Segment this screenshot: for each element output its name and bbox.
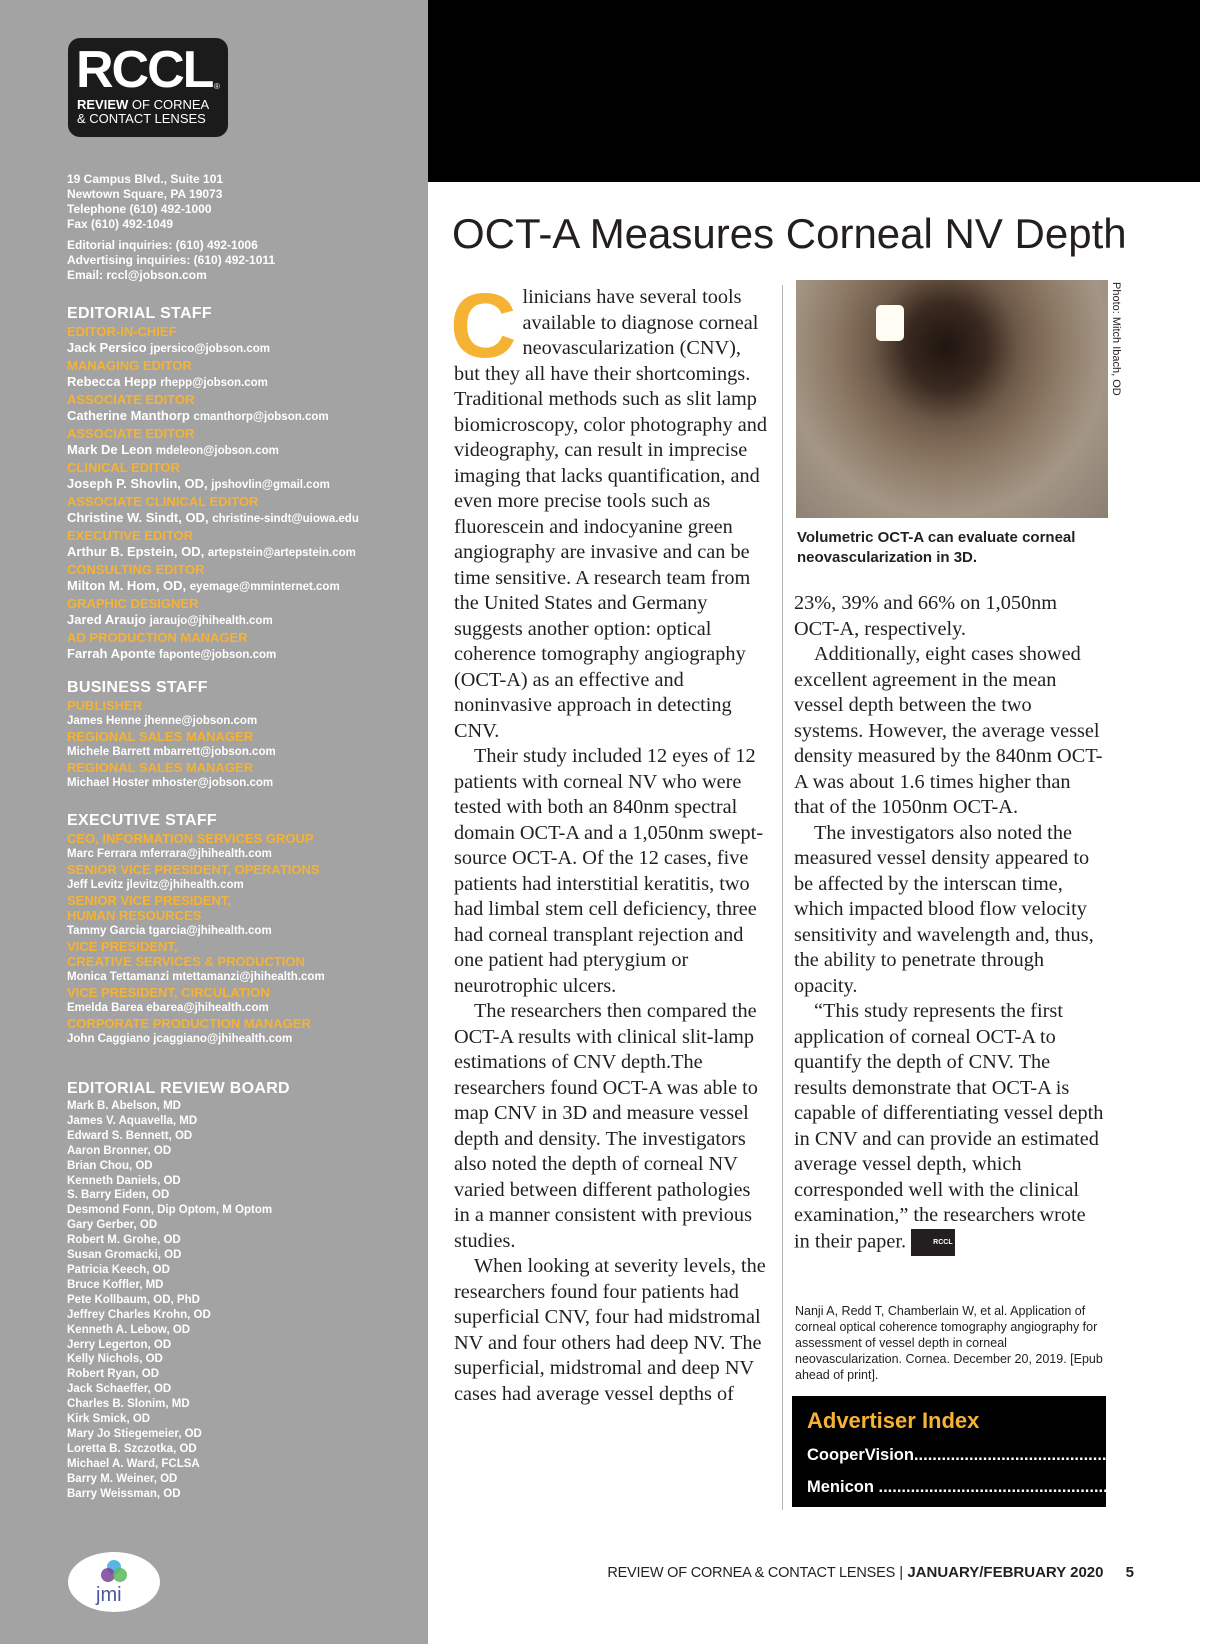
staff-person <box>67 969 417 985</box>
staff-name: Tammy Garcia <box>67 925 146 937</box>
board-member: Desmond Fonn, Dip Optom, M Optom <box>67 1204 273 1217</box>
photo-light-reflection <box>876 305 904 341</box>
board-member: Barry Weissman, OD <box>67 1487 181 1500</box>
board-member: Susan Gromacki, OD <box>67 1249 182 1262</box>
executive-staff <box>67 812 417 1047</box>
staff-email: jaraujo@jhihealth.com <box>149 615 273 627</box>
drop-cap: C <box>450 275 517 377</box>
staff-name: Michele Barrett <box>67 746 151 758</box>
board-member: Gary Gerber, OD <box>67 1219 158 1232</box>
advertising-inquiries: Advertising inquiries: (610) 492-1011 <box>67 253 276 267</box>
jmi-logo-circle-green <box>113 1568 127 1582</box>
staff-email: mdeleon@jobson.com <box>155 445 279 457</box>
staff-person <box>67 923 417 939</box>
editorial-staff-list <box>67 324 417 664</box>
staff-person <box>67 373 417 392</box>
staff-role: GRAPHIC DESIGNER <box>67 596 199 611</box>
board-member: Jack Schaeffer, OD <box>67 1383 172 1396</box>
staff-person <box>67 339 417 358</box>
article-paragraph-7: The investigators also noted the measured vessel density appeared to be affected by the interscan time, which impacted blood flow velocity sensitivity and wavelength and, thus, the ability to penetrate through opacity. <box>794 821 1094 997</box>
board-member: James V. Aquavella, MD <box>67 1114 198 1127</box>
board-member: Bruce Koffler, MD <box>67 1278 164 1291</box>
staff-role: REGIONAL SALES MANAGER <box>67 760 254 775</box>
staff-email: eyemage@mminternet.com <box>189 581 340 593</box>
paragraph-1-text: linicians have several tools available to diagnose corneal neovascularization (CNV), but they all have their shortcomings. Traditional methods such as slit lamp biomicroscopy, color photography and videography, can result in imprecise imaging that lacks quantification, and even more precise tools such as fluorescein and indocyanine green angiography are invasive and can be time sensitive. A research team from the United States and Germany suggests another option: optical coherence tomography angiography (OCT-A) as an effective and noninvasive approach in detecting CNV. <box>454 286 767 742</box>
board-member: Brian Chou, OD <box>67 1159 153 1172</box>
advertiser-index <box>792 1396 1217 1515</box>
contact-info <box>67 172 417 283</box>
photo-credit: Photo: Mitch Ibach, OD <box>1110 282 1122 396</box>
staff-role-continued: HUMAN RESOURCES <box>67 908 202 923</box>
staff-role: SENIOR VICE PRESIDENT, OPERATIONS <box>67 862 320 877</box>
advertiser-name: Menicon <box>807 1478 874 1496</box>
staff-email: jcaggiano@jhihealth.com <box>153 1033 293 1045</box>
staff-name: Joseph P. Shovlin, OD, <box>67 476 208 491</box>
leader-dots: ........................................................ <box>913 1446 1171 1464</box>
staff-email: ebarea@jhihealth.com <box>146 1002 269 1014</box>
fax: Fax (610) 492-1049 <box>67 217 174 231</box>
logo-abbr: RCCL <box>76 41 213 99</box>
board-member: Barry M. Weiner, OD <box>67 1472 178 1485</box>
staff-email: artepstein@artepstein.com <box>207 547 356 559</box>
board-member: Loretta B. Szczotka, OD <box>67 1442 197 1455</box>
staff-email: mtettamanzi@jhihealth.com <box>172 971 325 983</box>
article-paragraph-3: The researchers then compared the OCT-A results with clinical slit-lamp estimations of CNV depth.The researchers found OCT-A was able to map CNV in 3D and measure vessel depth and density. The investigators also noted the depth of corneal NV varied between different pathologies in a manner consistent with previous studies. <box>454 1000 758 1252</box>
eye-photo <box>796 280 1108 518</box>
paragraph-8-text: “This study represents the first application of corneal OCT-A to quantify the depth of CNV. The results demonstrate that OCT-A is capable of differentiating vessel depth in CNV and can provide an estimated average vessel depth, which corresponded well with the clinical examination,” the researchers wrote in their paper. <box>794 1000 1104 1252</box>
business-staff-title: BUSINESS STAFF <box>67 679 208 696</box>
staff-role: PUBLISHER <box>67 698 143 713</box>
business-staff-list <box>67 698 417 791</box>
staff-person <box>67 577 417 596</box>
board-member: S. Barry Eiden, OD <box>67 1189 170 1202</box>
staff-email: mhoster@jobson.com <box>152 777 274 789</box>
rccl-logo <box>68 38 228 137</box>
address-line-2: Newtown Square, PA 19073 <box>67 187 223 201</box>
staff-email: mferrara@jhihealth.com <box>139 848 272 860</box>
article-reference: Nanji A, Redd T, Chamberlain W, et al. Application of corneal optical coherence tomography angiography for assessment of vessel depth in corneal neovascularization. Cornea. December 20, 2019. [Epub ahead of print]. <box>795 1304 1103 1382</box>
staff-name: Arthur B. Epstein, OD, <box>67 544 205 559</box>
page-footer <box>607 1564 1134 1581</box>
advertiser-name: CooperVision <box>807 1446 914 1464</box>
staff-role: VICE PRESIDENT, <box>67 939 178 954</box>
footer-issue: JANUARY/FEBRUARY 2020 <box>907 1564 1104 1581</box>
staff-role-continued: CREATIVE SERVICES & PRODUCTION <box>67 954 305 969</box>
staff-person <box>67 441 417 460</box>
end-mark: RCCL <box>911 1229 954 1257</box>
staff-person <box>67 846 417 862</box>
staff-person <box>67 775 417 791</box>
staff-email: christine-sindt@uiowa.edu <box>212 513 359 525</box>
staff-person <box>67 645 417 664</box>
photo-caption: Volumetric OCT-A can evaluate corneal neovascularization in 3D. <box>797 529 1076 566</box>
staff-email: rhepp@jobson.com <box>160 377 268 389</box>
board-member: Mary Jo Stiegemeier, OD <box>67 1427 202 1440</box>
staff-person <box>67 1031 417 1047</box>
staff-name: Christine W. Sindt, OD, <box>67 510 209 525</box>
staff-person <box>67 475 417 494</box>
staff-role: VICE PRESIDENT, CIRCULATION <box>67 985 270 1000</box>
staff-person <box>67 407 417 426</box>
review-board-title: EDITORIAL REVIEW BOARD <box>67 1080 290 1097</box>
staff-role: EXECUTIVE EDITOR <box>67 528 194 543</box>
staff-name: Farrah Aponte <box>67 646 156 661</box>
editorial-inquiries: Editorial inquiries: (610) 492-1006 <box>67 238 258 252</box>
staff-role: AD PRODUCTION MANAGER <box>67 630 248 645</box>
staff-role: EDITOR-IN-CHIEF <box>67 324 177 339</box>
page-number: 5 <box>1125 1564 1134 1581</box>
staff-email: jpersico@jobson.com <box>150 343 270 355</box>
article-column-1 <box>450 275 770 1407</box>
logo-line-2: & CONTACT LENSES <box>77 111 206 126</box>
staff-name: Mark De Leon <box>67 442 153 457</box>
staff-email: jlevitz@jhihealth.com <box>126 879 244 891</box>
logo-registered-mark: ® <box>214 82 220 91</box>
staff-role: REGIONAL SALES MANAGER <box>67 729 254 744</box>
article-headline: OCT-A Measures Corneal NV Depth <box>452 210 1127 257</box>
staff-name: James Henne <box>67 715 142 727</box>
article-paragraph-6: Additionally, eight cases showed excellent agreement in the mean vessel depth between the two systems. However, the average vessel density measured by the 840nm OCT-A was about 1.6 times higher than that of the 1050nm OCT-A. <box>794 643 1103 818</box>
header-band <box>428 0 1200 182</box>
staff-role: ASSOCIATE EDITOR <box>67 392 195 407</box>
staff-role: CEO, INFORMATION SERVICES GROUP <box>67 831 314 846</box>
staff-name: Jack Persico <box>67 340 147 355</box>
business-staff <box>67 679 417 791</box>
advertiser-index-title: Advertiser Index <box>807 1408 980 1433</box>
staff-name: Jeff Levitz <box>67 879 124 891</box>
article-paragraph-5: 23%, 39% and 66% on 1,050nm OCT-A, respectively. <box>794 592 1058 640</box>
telephone: Telephone (610) 492-1000 <box>67 202 212 216</box>
editorial-staff-title: EDITORIAL STAFF <box>67 305 212 322</box>
board-member: Jeffrey Charles Krohn, OD <box>67 1308 211 1321</box>
staff-name: Milton M. Hom, OD, <box>67 578 187 593</box>
masthead-sidebar <box>0 0 428 1644</box>
staff-role: CLINICAL EDITOR <box>67 460 180 475</box>
board-member: Charles B. Slonim, MD <box>67 1398 190 1411</box>
board-member: Pete Kollbaum, OD, PhD <box>67 1293 200 1306</box>
staff-role: CONSULTING EDITOR <box>67 562 205 577</box>
board-member: Kenneth Daniels, OD <box>67 1174 181 1187</box>
board-member: Kirk Smick, OD <box>67 1413 151 1426</box>
staff-email: faponte@jobson.com <box>158 649 277 661</box>
board-member: Kenneth A. Lebow, OD <box>67 1323 191 1336</box>
advertiser-row <box>807 1478 1183 1516</box>
board-member: Kelly Nichols, OD <box>67 1353 163 1366</box>
staff-email: mbarrett@jobson.com <box>153 746 276 758</box>
staff-name: Marc Ferrara <box>67 848 137 860</box>
logo-line-1-bold: REVIEW <box>77 97 129 112</box>
board-member: Jerry Legerton, OD <box>67 1338 172 1351</box>
article-paragraph-4: When looking at severity levels, the researchers found four patients had superficial CNV, four had midstromal NV and four others had deep NV. The superficial, midstromal and deep NV cases had average vessel depths of <box>454 1255 766 1405</box>
staff-name: Jared Araujo <box>67 612 146 627</box>
footer-separator: | <box>899 1564 904 1581</box>
review-board-list <box>67 1099 417 1501</box>
staff-role: MANAGING EDITOR <box>67 358 192 373</box>
address-line-1: 19 Campus Blvd., Suite 101 <box>67 172 224 186</box>
staff-role: SENIOR VICE PRESIDENT, <box>67 893 231 908</box>
staff-name: Rebecca Hepp <box>67 374 157 389</box>
footer-publication: REVIEW OF CORNEA & CONTACT LENSES <box>607 1565 896 1581</box>
staff-person <box>67 713 417 729</box>
editorial-review-board <box>67 1080 417 1501</box>
email: Email: rccl@jobson.com <box>67 268 207 282</box>
staff-person <box>67 509 417 528</box>
article-paragraph-8 <box>794 999 1106 1256</box>
logo-line-1 <box>77 97 209 112</box>
article-paragraph-2: Their study included 12 eyes of 12 patients with corneal NV who were tested with both an 840nm spectral domain OCT-A and a 1,050nm swept-source OCT-A. Of the 12 cases, five patients had interstitial keratitis, two had limbal stem cell deficiency, three had corneal transplant rejection and one patient had pterygium or neurotrophic ulcers. <box>454 745 764 997</box>
staff-email: cmanthorp@jobson.com <box>193 411 329 423</box>
board-member: Robert M. Grohe, OD <box>67 1234 181 1247</box>
advertiser-page: Cover 2 <box>1170 1446 1217 1483</box>
board-member: Edward S. Bennett, OD <box>67 1129 193 1142</box>
jmi-logo-text: jmi <box>96 1584 122 1606</box>
staff-name: Monica Tettamanzi <box>67 971 170 983</box>
staff-name: John Caggiano <box>67 1033 151 1045</box>
board-member: Robert Ryan, OD <box>67 1368 160 1381</box>
staff-person <box>67 744 417 760</box>
logo-line-1-rest: OF CORNEA <box>128 97 210 112</box>
staff-name: Michael Hoster <box>67 777 149 789</box>
leader-dots: ........................................................ <box>873 1478 1136 1496</box>
staff-email: jpshovlin@gmail.com <box>211 479 330 491</box>
staff-name: Emelda Barea <box>67 1002 144 1014</box>
executive-staff-list <box>67 831 417 1047</box>
board-member: Patricia Keech, OD <box>67 1263 170 1276</box>
article-column-2 <box>794 591 1106 1256</box>
staff-person <box>67 1000 417 1016</box>
staff-role: ASSOCIATE EDITOR <box>67 426 195 441</box>
advertiser-page: Cover 4 <box>1135 1478 1183 1515</box>
executive-staff-title: EXECUTIVE STAFF <box>67 812 217 829</box>
staff-role: ASSOCIATE CLINICAL EDITOR <box>67 494 259 509</box>
jmi-logo <box>68 1552 160 1612</box>
staff-person <box>67 543 417 562</box>
staff-email: jhenne@jobson.com <box>144 715 258 727</box>
editorial-staff <box>67 305 417 664</box>
staff-name: Catherine Manthorp <box>67 408 190 423</box>
board-member: Michael A. Ward, FCLSA <box>67 1457 200 1470</box>
staff-person <box>67 611 417 630</box>
board-member: Aaron Bronner, OD <box>67 1144 172 1157</box>
article-paragraph-1 <box>450 275 770 744</box>
column-divider <box>782 285 783 1510</box>
staff-person <box>67 877 417 893</box>
board-member: Mark B. Abelson, MD <box>67 1100 181 1112</box>
staff-role: CORPORATE PRODUCTION MANAGER <box>67 1016 311 1031</box>
staff-email: tgarcia@jhihealth.com <box>148 925 272 937</box>
